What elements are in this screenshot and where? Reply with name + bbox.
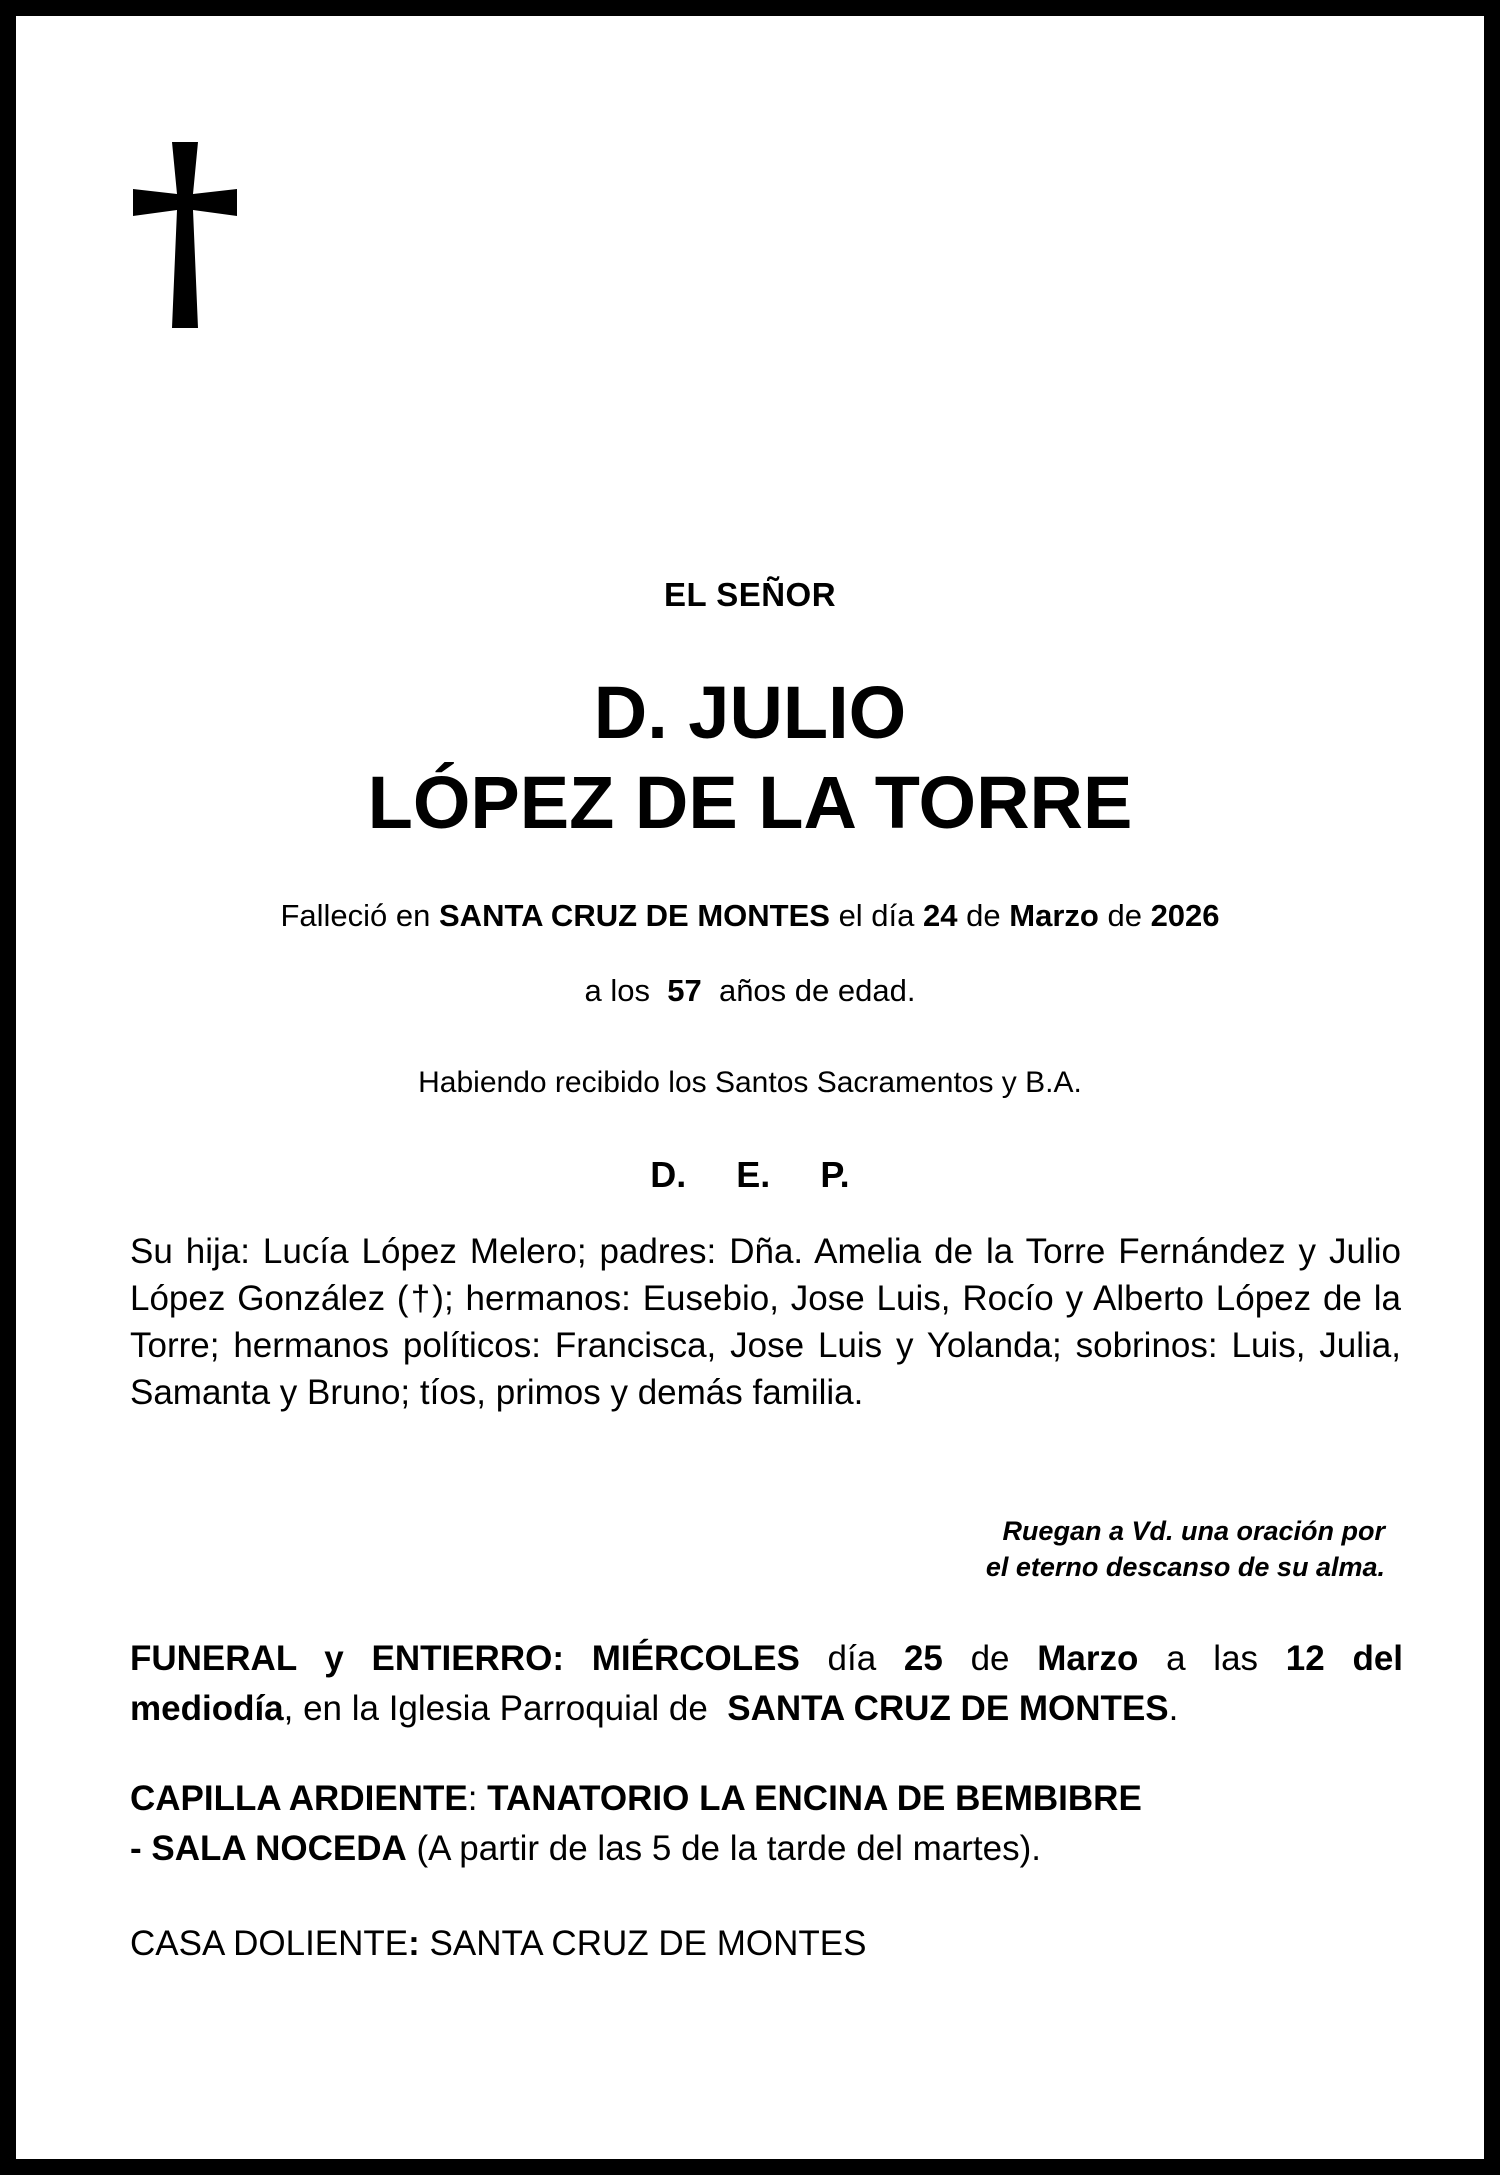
family-paragraph: Su hija: Lucía López Melero; padres: Dña. Amelia de la Torre Fernández y Julio López González (†); hermanos: Eusebio, Jose Luis, Rocío y Alberto López de la Torre; hermanos políticos: Francisca, Jose Luis y Yolanda; sobrinos: Luis, Julia, Samanta y Bruno; tíos, primos y demás familia. — [130, 1232, 1401, 1412]
sacraments-line: Habiendo recibido los Santos Sacramentos y B.A. — [418, 1066, 1082, 1099]
death-text: de — [966, 898, 1001, 933]
death-info — [16, 898, 1484, 934]
funeral-weekday: MIÉRCOLES — [591, 1639, 800, 1678]
title-prefix: EL SEÑOR — [663, 576, 837, 613]
chapel-line2 — [130, 1824, 1403, 1874]
age-text: años de edad. — [718, 973, 916, 1008]
chapel-venue: TANATORIO LA ENCINA DE BEMBIBRE — [487, 1779, 1142, 1818]
funeral-text: a las — [1166, 1639, 1259, 1678]
funeral-text: de — [970, 1639, 1010, 1678]
deceased-name-line2: LÓPEZ DE LA TORRE — [367, 761, 1133, 844]
funeral-place: SANTA CRUZ DE MONTES — [727, 1689, 1169, 1728]
deceased-name-line1: D. JULIO — [593, 671, 907, 754]
age-text: a los — [584, 973, 650, 1008]
death-day: 24 — [923, 898, 958, 933]
mourning-house-label: CASA DOLIENTE — [130, 1924, 409, 1963]
funeral-label: FUNERAL y ENTIERRO: — [130, 1639, 564, 1678]
prayer-line2: el eterno descanso de su alma. — [985, 1552, 1385, 1582]
dep-line: D. E. P. — [650, 1154, 850, 1195]
death-text: de — [1107, 898, 1142, 933]
funeral-month: Marzo — [1037, 1639, 1139, 1678]
chapel-line1 — [130, 1774, 1403, 1824]
funeral-text: día — [827, 1639, 877, 1678]
chapel-label: CAPILLA ARDIENTE — [130, 1779, 468, 1818]
prayer-line1: Ruegan a Vd. una oración por — [1002, 1516, 1385, 1546]
mourning-house-value: SANTA CRUZ DE MONTES — [429, 1924, 867, 1963]
funeral-line1 — [130, 1634, 1403, 1684]
chapel-room: - SALA NOCEDA — [130, 1829, 407, 1868]
prayer-request — [986, 1513, 1385, 1585]
funeral-text: , en la Iglesia Parroquial de — [283, 1689, 708, 1728]
death-year: 2026 — [1150, 898, 1220, 933]
age-info — [16, 973, 1484, 1009]
death-month: Marzo — [1009, 898, 1099, 933]
mourning-house-colon: : — [408, 1924, 420, 1963]
chapel-colon: : — [467, 1779, 478, 1818]
funeral-text: . — [1168, 1689, 1179, 1728]
chapel-note: (A partir de las 5 de la tarde del martes). — [416, 1829, 1041, 1868]
death-place: SANTA CRUZ DE MONTES — [439, 898, 830, 933]
chapel-info — [130, 1774, 1403, 1874]
funeral-info — [130, 1634, 1403, 1734]
mourning-house — [130, 1919, 866, 1969]
death-text: Falleció en — [280, 898, 431, 933]
death-text: el día — [838, 898, 915, 933]
funeral-day: 25 — [903, 1639, 943, 1678]
funeral-time: 12 del — [1285, 1639, 1404, 1678]
latin-cross-icon — [133, 142, 237, 328]
funeral-time: mediodía — [130, 1689, 284, 1728]
age-value: 57 — [667, 973, 702, 1008]
